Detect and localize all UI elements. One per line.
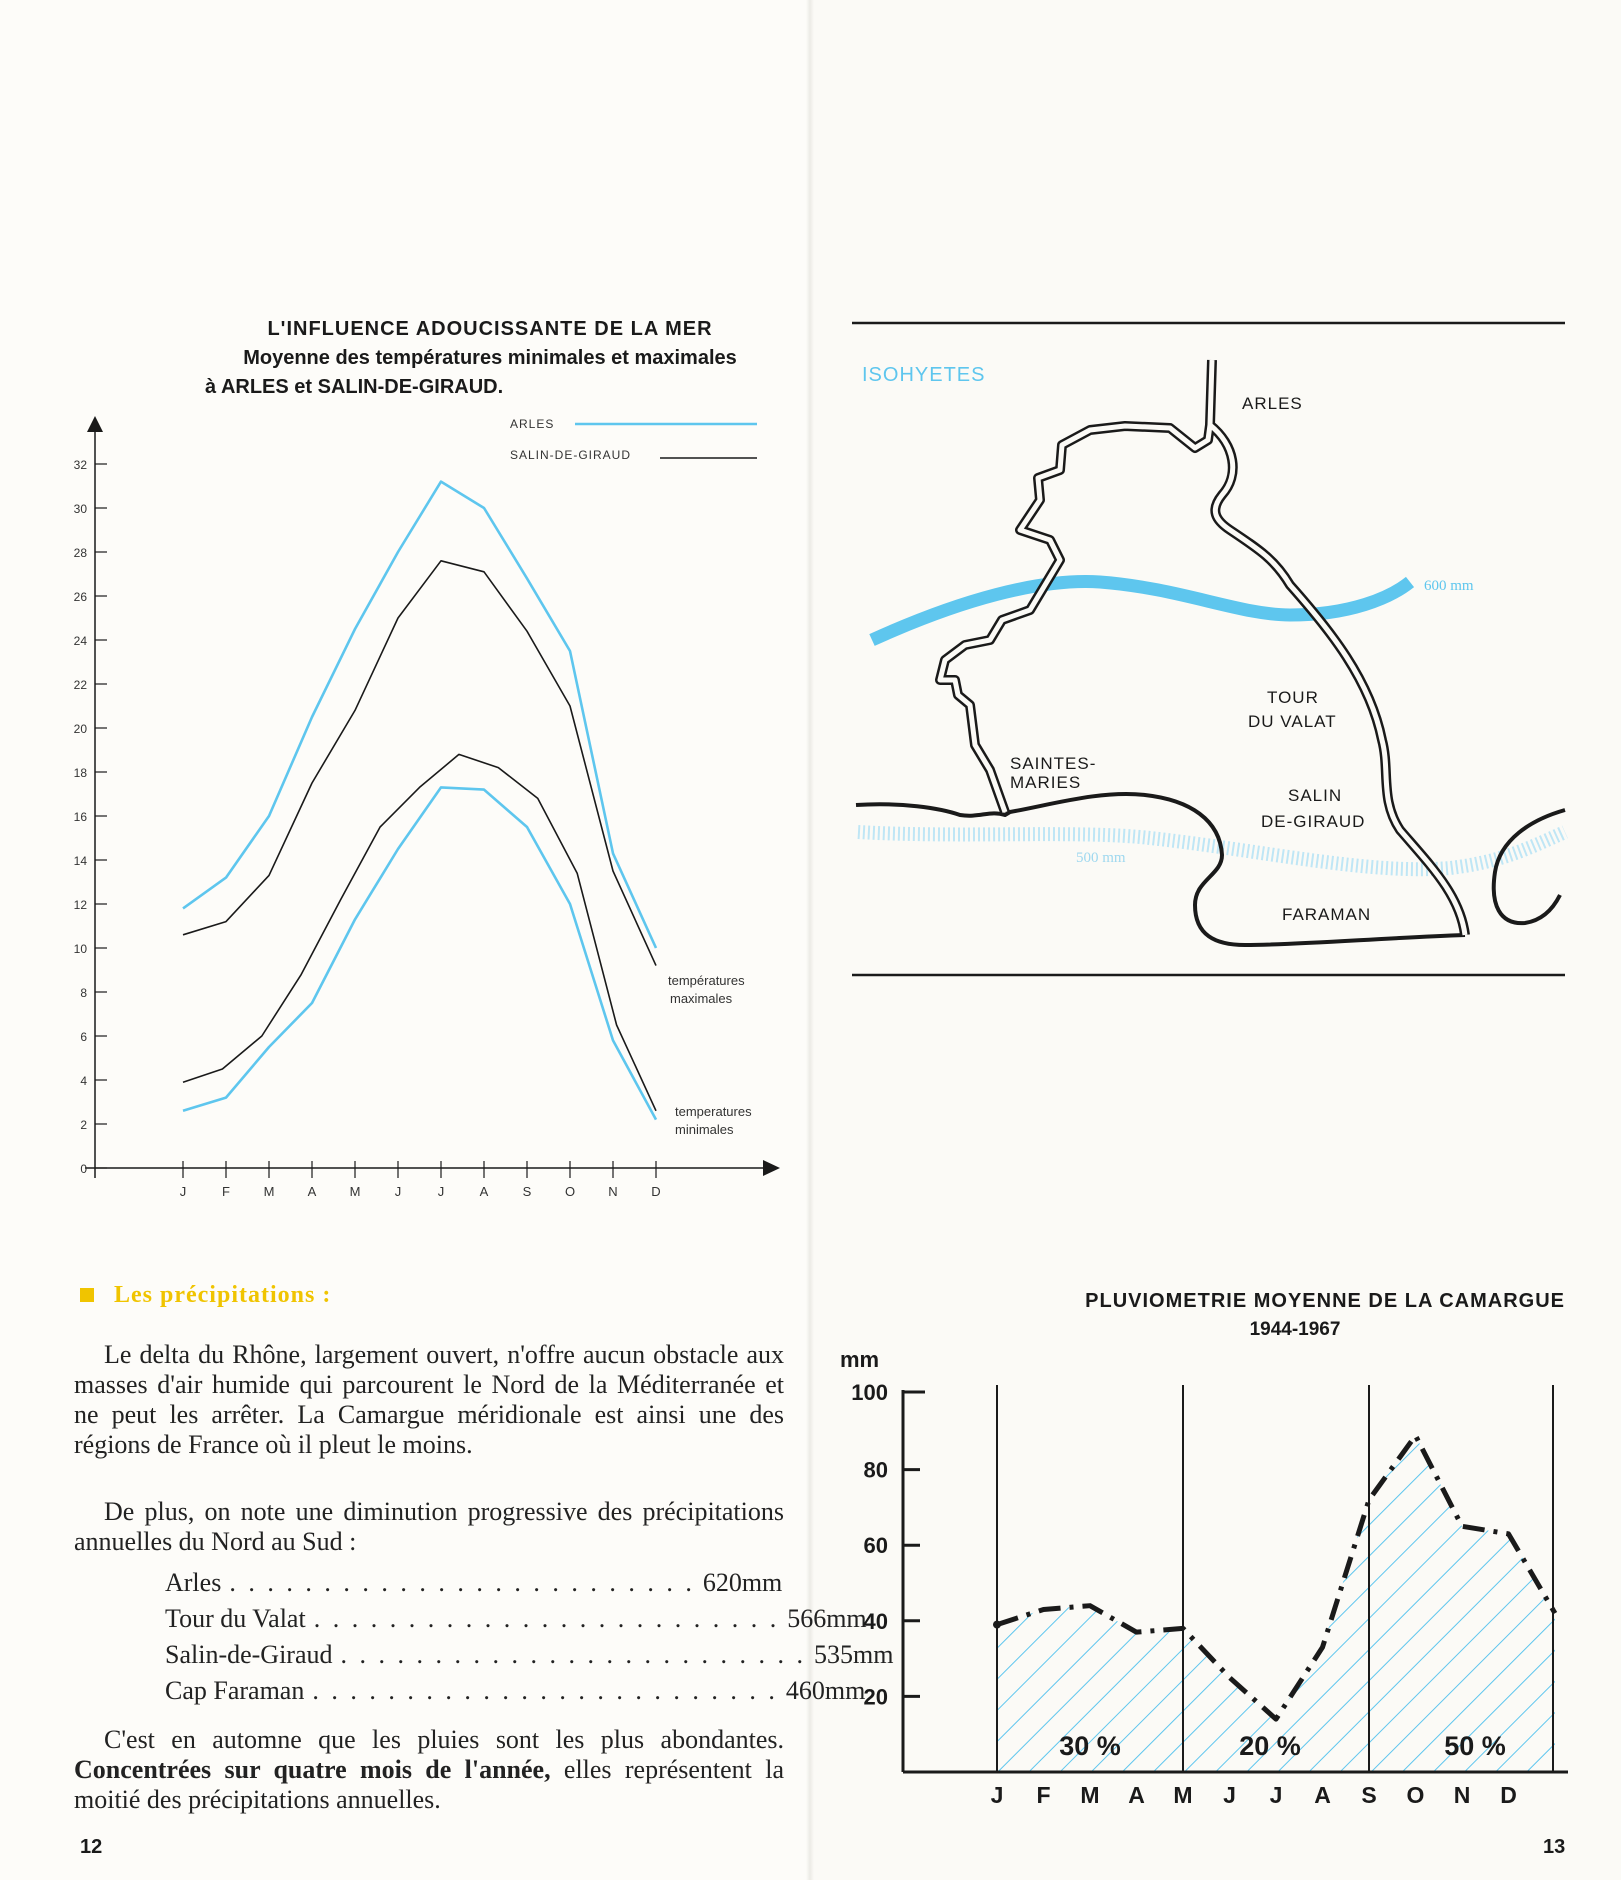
station-name: Cap Faraman <box>165 1676 305 1705</box>
station-value: 566 <box>787 1604 827 1633</box>
rain-month-label: N <box>1453 1782 1471 1808</box>
station-name: Tour du Valat <box>165 1604 306 1633</box>
rain-chart-title: PLUVIOMETRIE MOYENNE DE LA CAMARGUE <box>1085 1290 1565 1312</box>
x-tick-label: M <box>349 1184 361 1199</box>
y-tick-label: 32 <box>73 458 87 472</box>
label-faraman: FARAMAN <box>1282 905 1372 924</box>
paragraph-2-text: De plus, on note une diminution progressive des précipitations annuelles du Nord au Sud : <box>74 1497 784 1556</box>
y-tick-label: 30 <box>73 502 87 516</box>
x-tick-label: F <box>222 1184 230 1199</box>
y-tick-label: 20 <box>73 722 87 736</box>
station-value: 620 <box>702 1568 742 1597</box>
y-tick-label: 18 <box>73 766 87 780</box>
temp-chart-title-line-2: Moyenne des températures minimales et maximales <box>243 347 737 369</box>
section-heading-text: Les précipitations : <box>114 1282 332 1308</box>
season-percent: 30 % <box>1059 1731 1121 1761</box>
y-tick-label: 24 <box>73 634 87 648</box>
label-max-2: maximales <box>670 991 733 1006</box>
y-tick-label: 0 <box>80 1162 87 1176</box>
temp-chart-title-line-3: à ARLES et SALIN-DE-GIRAUD. <box>205 376 504 398</box>
y-tick-label: 16 <box>73 810 87 824</box>
map-title: ISOHYETES <box>862 364 986 386</box>
paragraph-3-bold: Concentrées sur quatre mois de l'année, <box>74 1755 551 1784</box>
station-name: Arles <box>165 1568 222 1597</box>
station-row: Cap Faraman . . . . . . . . . . . . . . . . . . . . . . . . . 460 mm <box>165 1676 866 1705</box>
label-min-1: temperatures <box>675 1104 752 1119</box>
x-tick-label: J <box>437 1184 445 1199</box>
season-percent: 50 % <box>1444 1731 1506 1761</box>
rain-month-label: J <box>1223 1782 1236 1808</box>
label-salin-1: SALIN <box>1288 786 1343 805</box>
x-tick-label: O <box>564 1184 576 1199</box>
label-isohyet-500: 500 mm <box>1076 850 1126 866</box>
paragraph-3-text-b: elles représentent la moitié des précipitations annuelles. <box>74 1755 784 1814</box>
y-tick-label: 8 <box>80 986 87 1000</box>
x-tick-label: S <box>522 1184 532 1199</box>
station-value: 535 <box>814 1640 854 1669</box>
rain-month-label: A <box>1128 1782 1145 1808</box>
rain-month-label: D <box>1500 1782 1517 1808</box>
label-arles: ARLES <box>1242 394 1303 413</box>
rain-month-label: S <box>1361 1782 1377 1808</box>
rain-month-label: F <box>1036 1782 1051 1808</box>
y-tick-label: 12 <box>73 898 87 912</box>
label-saintes-2: MARIES <box>1010 773 1082 792</box>
rain-chart-subtitle: 1944-1967 <box>1249 1319 1341 1340</box>
label-min-2: minimales <box>675 1122 734 1137</box>
label-saintes-1: SAINTES- <box>1010 754 1097 773</box>
label-tour-1: TOUR <box>1267 688 1319 707</box>
label-isohyet-600: 600 mm <box>1424 578 1474 594</box>
rain-month-label: J <box>990 1782 1004 1808</box>
station-unit: mm <box>826 1604 867 1633</box>
page-number-right: 13 <box>1543 1836 1566 1858</box>
rain-chart-unit: mm <box>840 1347 880 1372</box>
legend-arles-label: ARLES <box>510 417 555 431</box>
y-tick-label: 2 <box>80 1118 87 1132</box>
rain-month-label: M <box>1080 1782 1100 1808</box>
x-tick-label: J <box>394 1184 402 1199</box>
season-percent: 20 % <box>1239 1731 1301 1761</box>
station-unit: mm <box>853 1640 894 1669</box>
y-tick-label: 10 <box>73 942 87 956</box>
label-tour-2: DU VALAT <box>1248 712 1337 731</box>
page-number-left: 12 <box>80 1836 103 1858</box>
x-tick-label: M <box>263 1184 275 1199</box>
rain-y-tick-label: 80 <box>863 1457 888 1483</box>
rain-y-tick-label: 60 <box>863 1533 888 1559</box>
rain-start-point <box>993 1621 1001 1629</box>
paragraph-1-text: Le delta du Rhône, largement ouvert, n'offre aucun obstacle aux masses d'air humide qui parcourent le Nord de la Méditerranée et ne peut les arrêter. La Camargue méridionale est ainsi une des régions de France où il pleut le moins. <box>74 1340 784 1459</box>
station-row: Tour du Valat . . . . . . . . . . . . . . . . . . . . . . . . . 566 mm <box>165 1604 867 1633</box>
station-value: 460 <box>785 1676 825 1705</box>
station-unit: mm <box>741 1568 783 1597</box>
x-tick-label: D <box>651 1184 661 1199</box>
rain-month-label: A <box>1314 1782 1331 1808</box>
y-tick-label: 28 <box>73 546 87 560</box>
station-row: Arles . . . . . . . . . . . . . . . . . . . . . . . . . 620 mm <box>165 1568 783 1597</box>
y-tick-label: 4 <box>80 1074 87 1088</box>
x-tick-label: A <box>307 1184 317 1199</box>
x-tick-label: A <box>479 1184 489 1199</box>
rain-y-tick-label: 20 <box>863 1684 888 1710</box>
rain-y-tick-label: 40 <box>863 1608 888 1634</box>
y-tick-label: 14 <box>73 854 87 868</box>
station-row: Salin-de-Giraud . . . . . . . . . . . . . . . . . . . . . . . . . 535 mm <box>165 1640 894 1669</box>
rain-month-label: M <box>1173 1782 1193 1808</box>
station-name: Salin-de-Giraud <box>165 1640 333 1669</box>
y-tick-label: 22 <box>73 678 87 692</box>
rain-month-label: J <box>1269 1782 1283 1808</box>
x-tick-label: J <box>179 1184 187 1199</box>
x-tick-label: N <box>608 1184 618 1199</box>
station-unit: mm <box>824 1676 866 1705</box>
legend-salin-label: SALIN-DE-GIRAUD <box>510 448 632 462</box>
label-salin-2: DE-GIRAUD <box>1261 812 1366 831</box>
label-max-1: températures <box>668 973 745 988</box>
temp-chart-title-line-1: L'INFLUENCE ADOUCISSANTE DE LA MER <box>267 318 713 340</box>
paragraph-3-text-a: C'est en automne que les pluies sont les plus abondantes. <box>104 1725 784 1754</box>
rain-y-tick-label: 100 <box>851 1380 888 1405</box>
y-tick-label: 26 <box>73 590 87 604</box>
rain-month-label: O <box>1406 1782 1425 1808</box>
y-tick-label: 6 <box>80 1030 87 1044</box>
